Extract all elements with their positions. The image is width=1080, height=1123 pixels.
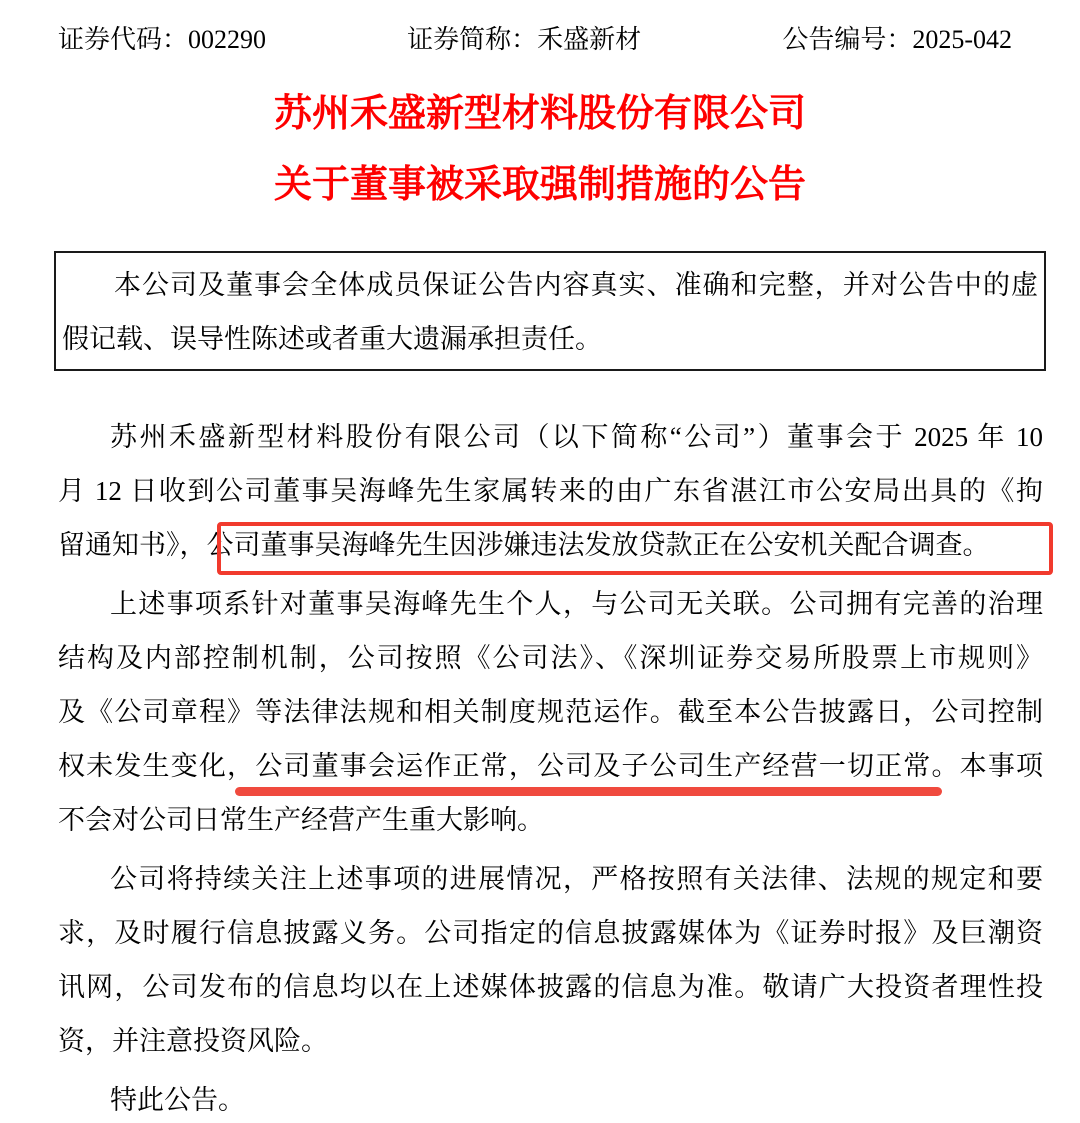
announcement-number: 公告编号：2025-042 (782, 25, 1012, 54)
text-line: 讯网，公司发布的信息均以在上述媒体披露的信息为准。敬请广大投资者理性投 (58, 972, 1043, 1002)
text-line: 本公司及董事会全体成员保证公告内容真实、准确和完整，并对公告中的虚 (114, 270, 1038, 300)
text-line: 求，及时履行信息披露义务。公司指定的信息披露媒体为《证券时报》及巨潮资 (58, 918, 1043, 948)
stock-abbreviation: 证券简称：禾盛新材 (407, 25, 642, 54)
disclaimer-box (54, 251, 1046, 371)
text-line: 苏州禾盛新型材料股份有限公司（以下简称“公司”）董事会于 2025 年 10 (110, 422, 1043, 452)
text-line: 结构及内部控制机制，公司按照《公司法》、《深圳证券交易所股票上市规则》 (58, 643, 1043, 673)
text-line: 月 12 日收到公司董事吴海峰先生家属转来的由广东省湛江市公安局出具的《拘 (58, 476, 1043, 506)
text-line: 公司将持续关注上述事项的进展情况，严格按照有关法律、法规的规定和要 (110, 864, 1043, 894)
text-line: 资，并注意投资风险。 (58, 1026, 328, 1056)
text-line: 留通知书》，公司董事吴海峰先生因涉嫌违法发放贷款正在公安机关配合调查。 (58, 530, 990, 560)
text-line: 及《公司章程》等法律法规和相关制度规范运作。截至本公告披露日，公司控制 (58, 697, 1043, 727)
text-line: 不会对公司日常生产经营产生重大影响。 (58, 805, 544, 835)
text-line: 上述事项系针对董事吴海峰先生个人，与公司无关联。公司拥有完善的治理 (110, 589, 1043, 619)
text-line: 假记载、误导性陈述或者重大遗漏承担责任。 (62, 324, 602, 354)
paragraph (58, 852, 1043, 1068)
paragraph (58, 410, 1043, 572)
document-header (58, 24, 1012, 56)
text-line: 特此公告。 (110, 1085, 245, 1115)
paragraph (58, 577, 1043, 847)
announcement-title: 关于董事被采取强制措施的公告 (273, 164, 806, 206)
text-line: 权未发生变化，公司董事会运作正常，公司及子公司生产经营一切正常。本事项 (58, 751, 1043, 781)
stock-code: 证券代码：002290 (58, 25, 267, 54)
paragraph (58, 1073, 1043, 1123)
announcement-body (58, 410, 1043, 1123)
company-title: 苏州禾盛新型材料股份有限公司 (273, 93, 806, 135)
